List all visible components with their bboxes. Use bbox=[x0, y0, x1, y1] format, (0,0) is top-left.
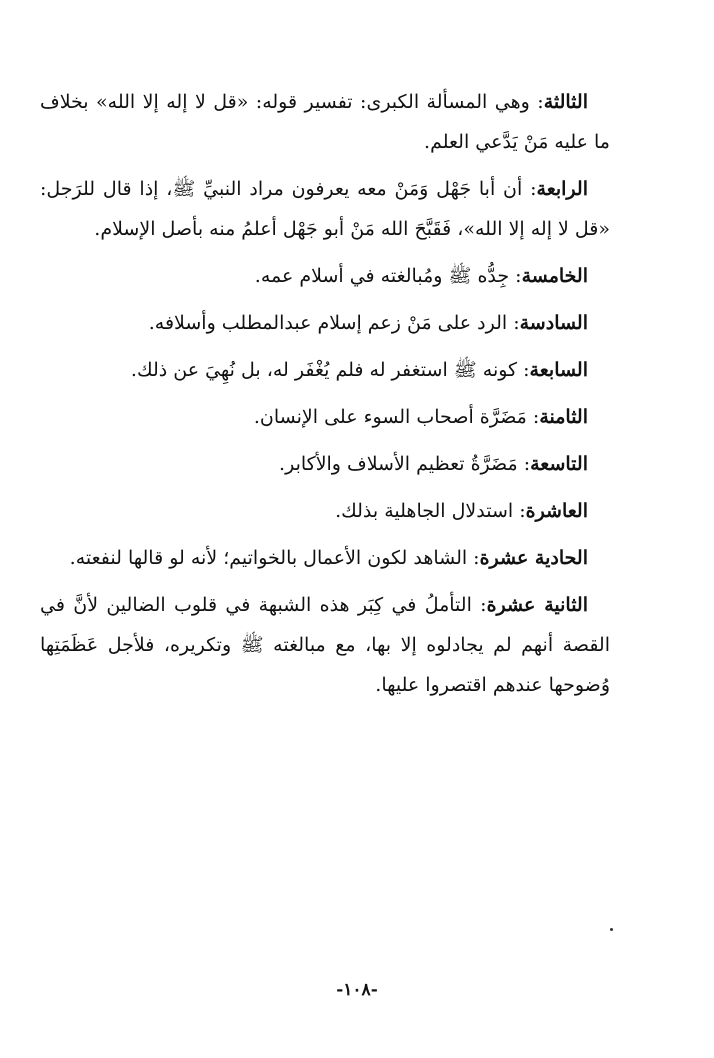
issue-text: : الرد على مَنْ زعم إسلام عبدالمطلب وأسلافه. bbox=[148, 312, 520, 334]
issue-label: الحادية عشرة bbox=[479, 547, 588, 569]
issue-paragraph-6 bbox=[40, 303, 610, 343]
issue-paragraph-5 bbox=[40, 256, 610, 296]
issue-paragraph-9 bbox=[40, 444, 610, 484]
issue-paragraph-7 bbox=[40, 350, 610, 390]
issue-label: الثامنة bbox=[539, 406, 588, 428]
issue-paragraph-12 bbox=[40, 585, 610, 705]
issue-text: : مَضَرَّة أصحاب السوء على الإنسان. bbox=[253, 406, 540, 428]
issue-label: السابعة bbox=[529, 359, 588, 381]
issue-paragraph-10 bbox=[40, 491, 610, 531]
page-body bbox=[40, 82, 610, 712]
issue-paragraph-8 bbox=[40, 397, 610, 437]
issue-paragraph-11 bbox=[40, 538, 610, 578]
issue-text: : التأملُ في كِبَر هذه الشبهة في قلوب الضالين لأنَّ في القصة أنهم لم يجادلوه إلا بها، مع مبالغته ﷺ وتكريره، فلأجل عَظَمَتِها وُضوحها عندهم اقتصروا عليها. bbox=[40, 594, 610, 696]
issue-text: : استدلال الجاهلية بذلك. bbox=[335, 500, 526, 522]
issue-text: : كونه ﷺ استغفر له فلم يُغْفَر له، بل نُهِيَ عن ذلك. bbox=[130, 359, 530, 381]
issue-text: : مَضَرَّةُ تعظيم الأسلاف والأكابر. bbox=[279, 453, 531, 475]
issue-label: الثالثة bbox=[543, 91, 588, 113]
issue-label: العاشرة bbox=[525, 500, 588, 522]
issue-label: التاسعة bbox=[530, 453, 588, 475]
page-number: -١٠٨- bbox=[336, 980, 378, 1000]
issue-label: الخامسة bbox=[521, 265, 588, 287]
issue-text: : جِدُّه ﷺ ومُبالغته في أسلام عمه. bbox=[254, 265, 522, 287]
issue-paragraph-3 bbox=[40, 82, 610, 162]
issue-paragraph-4 bbox=[40, 169, 610, 249]
issue-text: : وهي المسألة الكبرى: تفسير قوله: «قل لا إله إلا الله» بخلاف ما عليه مَنْ يَدَّعي العلم. bbox=[40, 91, 610, 153]
issue-text: : الشاهد لكون الأعمال بالخواتيم؛ لأنه لو قالها لنفعته. bbox=[69, 547, 480, 569]
scan-speck bbox=[610, 928, 613, 931]
issue-label: السادسة bbox=[519, 312, 588, 334]
issue-text: : أن أبا جَهْل وَمَنْ معه يعرفون مراد النبيِّ ﷺ، إذا قال للرَجل: «قل لا إله إلا الله»، فَقَبَّحَ الله مَنْ أبو جَهْل أعلمُ منه بأصل الإسلام. bbox=[40, 178, 610, 240]
issue-label: الثانية عشرة bbox=[486, 594, 588, 616]
issue-label: الرابعة bbox=[536, 178, 588, 200]
